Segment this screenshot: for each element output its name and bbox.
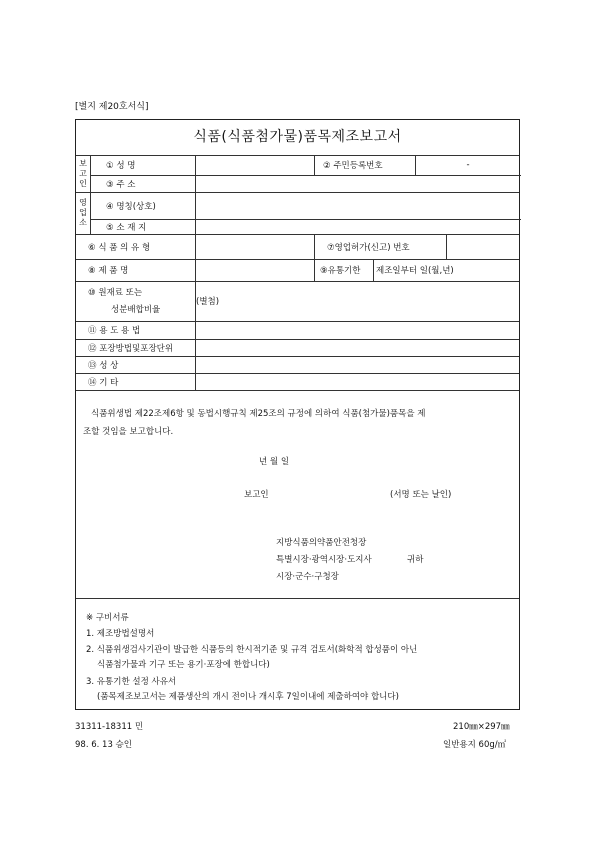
recipient-line3: 시장·군수·구청장 (276, 572, 339, 582)
license-number-field[interactable] (447, 235, 520, 258)
form-number-label: [별지 제20호서식] (75, 102, 149, 112)
required-documents-heading: ※ 구비서류 (86, 612, 129, 623)
reporter-label: 보고인 (244, 490, 269, 500)
business-group-label: 영 업 소 (79, 198, 87, 227)
form-title: 식품(식품첨가물)품목제조보고서 (193, 129, 402, 145)
food-type-field[interactable] (196, 235, 313, 258)
signature-label[interactable]: (서명 또는 날인) (390, 490, 452, 500)
resident-number-field[interactable]: - (466, 160, 470, 170)
location-label: ⑤ 소 재 지 (106, 222, 147, 233)
report-date[interactable]: 년 월 일 (259, 457, 290, 467)
document-item-2-line2: 식품첨가물과 기구 또는 용기·포장에 한합니다) (97, 659, 270, 670)
approval-date: 98. 6. 13 승인 (75, 740, 132, 750)
name-field[interactable] (196, 156, 313, 174)
ingredients-label-line1: ⑩ 원재료 또는 (88, 288, 143, 298)
packaging-label: ⑫ 포장방법및포장단위 (88, 343, 174, 354)
resident-number-label: ② 주민등록번호 (323, 161, 383, 171)
name-label: ① 성 명 (106, 161, 136, 171)
recipient-line2: 특별시장·광역시장·도지사 (276, 555, 372, 565)
ingredients-field[interactable]: (별첨) (196, 297, 220, 307)
ingredients-label-line2: 성분배합비율 (111, 305, 161, 315)
product-name-label: ⑧ 제 품 명 (88, 266, 129, 276)
statement-line2: 조할 것임을 보고합니다. (83, 427, 174, 437)
usage-label: ⑪ 용 도 용 법 (88, 326, 141, 336)
business-name-label: ④ 명칭(상호) (106, 201, 156, 212)
packaging-field[interactable] (196, 340, 520, 355)
recipient-line1: 지방식품의약품안전청장 (276, 538, 367, 548)
usage-field[interactable] (196, 322, 520, 338)
other-field[interactable] (196, 374, 520, 389)
address-field[interactable] (196, 176, 520, 191)
document-item-2-line1: 2. 식품위생검사기관이 발급한 식품등의 한시적기준 및 규격 검토서(화학적 합성품이 아닌 (86, 644, 418, 655)
shelf-life-field[interactable]: 제조일부터 일(월,년) (376, 266, 454, 276)
statement-line1: 식품위생법 제22조제6항 및 동법시행규칙 제25조의 규정에 의하여 식품(첨가물)품목을 제 (91, 409, 426, 419)
other-label: ⑭ 기 타 (88, 377, 119, 388)
properties-label: ⑬ 성 상 (88, 360, 119, 371)
product-name-field[interactable] (196, 260, 313, 280)
paper-type: 일반용지 60g/㎡ (443, 740, 507, 750)
address-label: ③ 주 소 (106, 179, 136, 190)
license-number-label: ⑦영업허가(신고) 번호 (327, 242, 410, 253)
properties-field[interactable] (196, 357, 520, 372)
submission-note: (품목제조보고서는 제품생산의 개시 전이나 개시후 7일이내에 제출하여야 합니다) (97, 691, 399, 702)
business-name-field[interactable] (196, 193, 520, 218)
recipient-suffix: 귀하 (407, 555, 424, 565)
reporter-group-label: 보 고 인 (79, 158, 87, 188)
document-item-1: 1. 제조방법설명서 (86, 628, 155, 639)
shelf-life-label: ⑨유통기한 (320, 266, 361, 276)
food-type-label: ⑥ 식 품 의 유 형 (88, 242, 151, 253)
document-item-3: 3. 유통기한 설정 사유서 (86, 676, 177, 687)
location-field[interactable] (196, 220, 520, 233)
report-form (75, 119, 520, 710)
form-code: 31311-18311 민 (75, 722, 144, 732)
paper-size: 210㎜×297㎜ (453, 722, 510, 732)
